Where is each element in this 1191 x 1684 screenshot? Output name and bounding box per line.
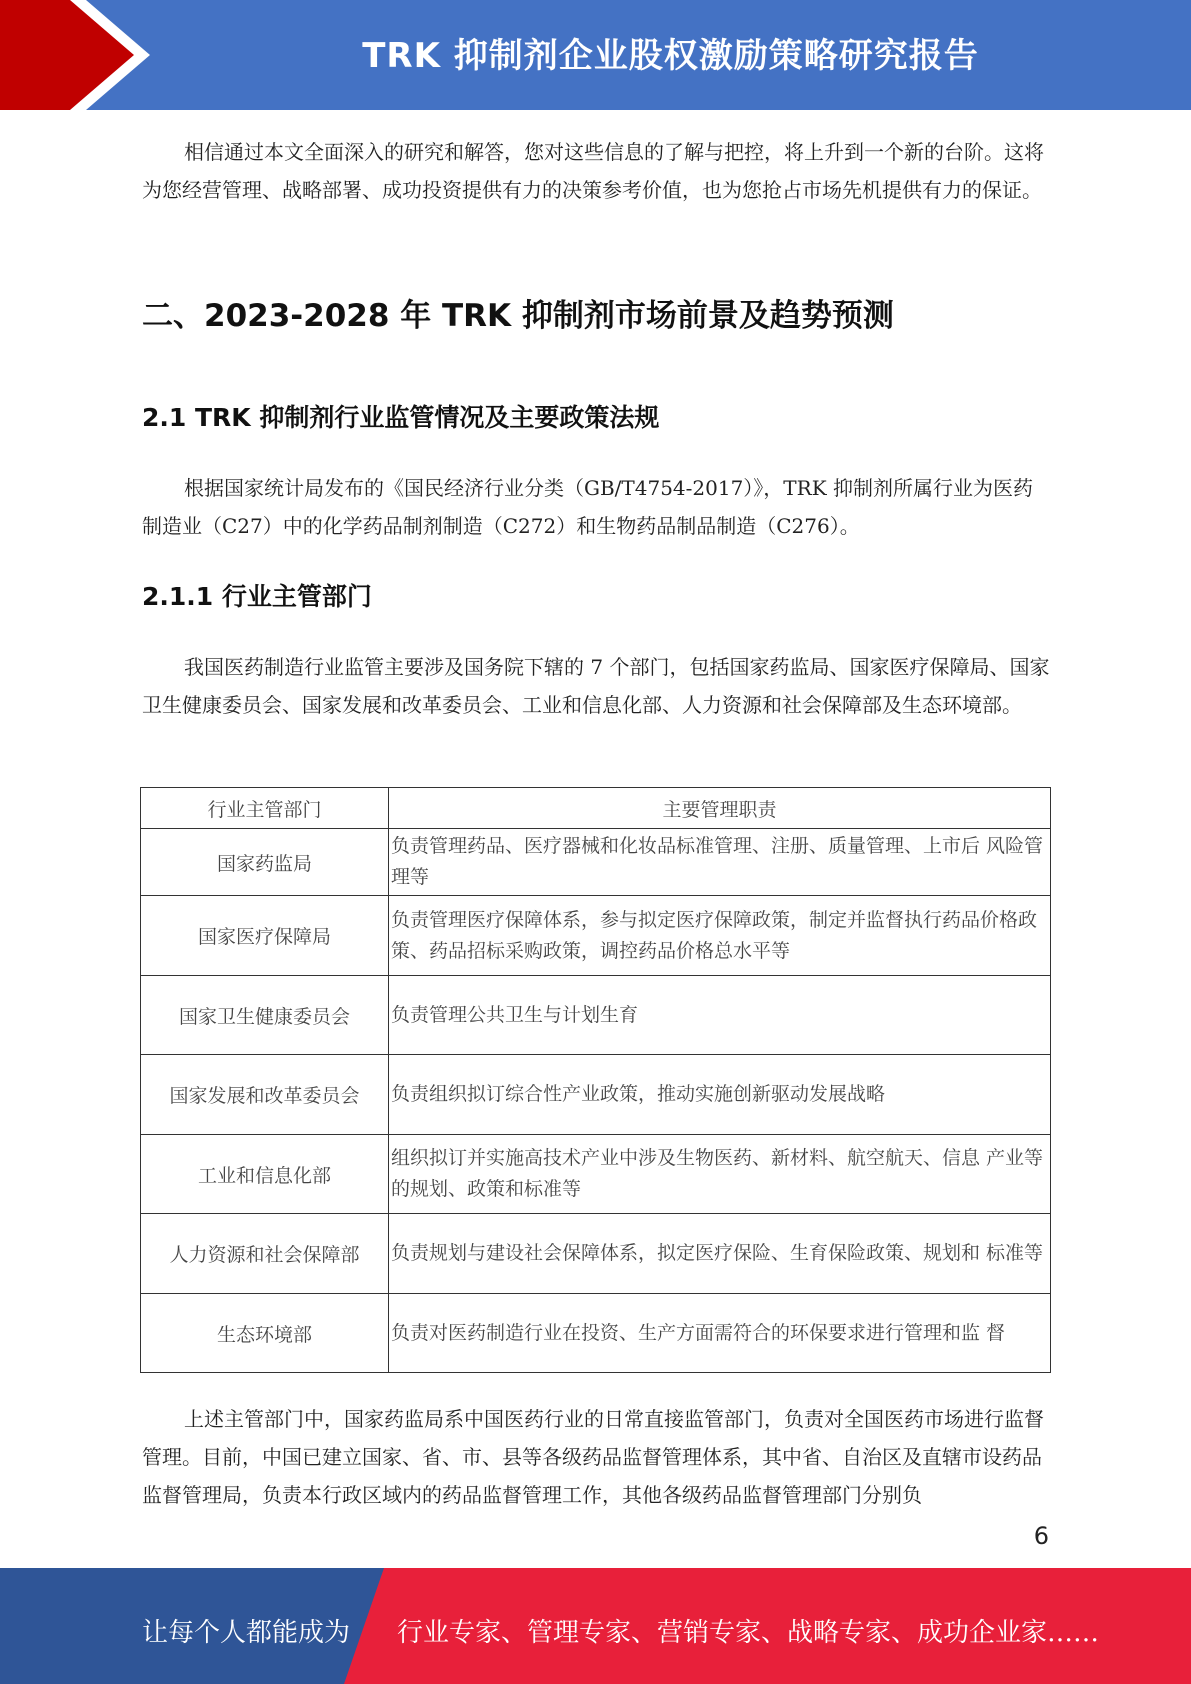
regulators-table xyxy=(140,787,1051,1373)
dept-cell: 人力资源和社会保障部 xyxy=(141,1214,389,1294)
departments-paragraph: 我国医药制造行业监管主要涉及国务院下辖的 7 个部门，包括国家药监局、国家医疗保障局、国家卫生健康委员会、国家发展和改革委员会、工业和信息化部、人力资源和社会保障部及生态环境部。 xyxy=(142,655,1050,717)
table-row xyxy=(141,1135,1051,1214)
sub-subsection-heading: 2.1.1 行业主管部门 xyxy=(142,582,372,611)
duty-cell: 负责管理医疗保障体系，参与拟定医疗保障政策，制定并监督执行药品价格政策、药品招标采购政策，调控药品价格总水平等 xyxy=(389,896,1051,976)
footer-slogan-right: 行业专家、管理专家、营销专家、战略专家、成功企业家…… xyxy=(397,1618,1100,1648)
report-footer xyxy=(0,1568,1191,1684)
footer-slogan-left: 让每个人都能成为 xyxy=(142,1618,351,1648)
table-row xyxy=(141,1214,1051,1294)
dept-cell: 生态环境部 xyxy=(141,1294,389,1373)
duty-cell: 负责管理药品、医疗器械和化妆品标准管理、注册、质量管理、上市后 风险管理等 xyxy=(389,829,1051,896)
table-row xyxy=(141,896,1051,976)
closing-paragraph: 上述主管部门中，国家药监局系中国医药行业的日常直接监管部门，负责对全国医药市场进行监督管理。目前，中国已建立国家、省、市、县等各级药品监督管理体系，其中省、自治区及直辖市设药品监督管理局，负责本行政区域内的药品监督管理工作，其他各级药品监督管理部门分别负 xyxy=(142,1407,1044,1507)
table-header-row xyxy=(141,788,1051,829)
duty-cell: 负责管理公共卫生与计划生育 xyxy=(389,976,1051,1055)
report-title: TRK 抑制剂企业股权激励策略研究报告 xyxy=(362,36,979,76)
dept-cell: 国家卫生健康委员会 xyxy=(141,976,389,1055)
table-header-duty: 主要管理职责 xyxy=(389,788,1051,829)
table-row xyxy=(141,976,1051,1055)
duty-cell: 组织拟订并实施高技术产业中涉及生物医药、新材料、航空航天、信息 产业等的规划、政策和标准等 xyxy=(389,1135,1051,1214)
intro-paragraph: 相信通过本文全面深入的研究和解答，您对这些信息的了解与把控，将上升到一个新的台阶。这将为您经营管理、战略部署、成功投资提供有力的决策参考价值，也为您抢占市场先机提供有力的保证。 xyxy=(142,140,1044,202)
table-header-dept: 行业主管部门 xyxy=(141,788,389,829)
dept-cell: 国家药监局 xyxy=(141,829,389,896)
section-heading: 二、2023-2028 年 TRK 抑制剂市场前景及趋势预测 xyxy=(142,298,894,334)
classification-paragraph: 根据国家统计局发布的《国民经济行业分类（GB/T4754-2017）》，TRK 抑制剂所属行业为医药制造业（C27）中的化学药品制剂制造（C272）和生物药品制品制造（C276）。 xyxy=(142,476,1034,538)
subsection-heading: 2.1 TRK 抑制剂行业监管情况及主要政策法规 xyxy=(142,403,660,432)
duty-cell: 负责对医药制造行业在投资、生产方面需符合的环保要求进行管理和监 督 xyxy=(389,1294,1051,1373)
page-number: 6 xyxy=(1033,1522,1049,1550)
dept-cell: 国家医疗保障局 xyxy=(141,896,389,976)
duty-cell: 负责组织拟订综合性产业政策，推动实施创新驱动发展战略 xyxy=(389,1055,1051,1135)
report-header xyxy=(0,0,1191,110)
duty-cell: 负责规划与建设社会保障体系，拟定医疗保险、生育保险政策、规划和 标准等 xyxy=(389,1214,1051,1294)
dept-cell: 工业和信息化部 xyxy=(141,1135,389,1214)
table-row xyxy=(141,829,1051,896)
table-row xyxy=(141,1055,1051,1135)
dept-cell: 国家发展和改革委员会 xyxy=(141,1055,389,1135)
table-row xyxy=(141,1294,1051,1373)
